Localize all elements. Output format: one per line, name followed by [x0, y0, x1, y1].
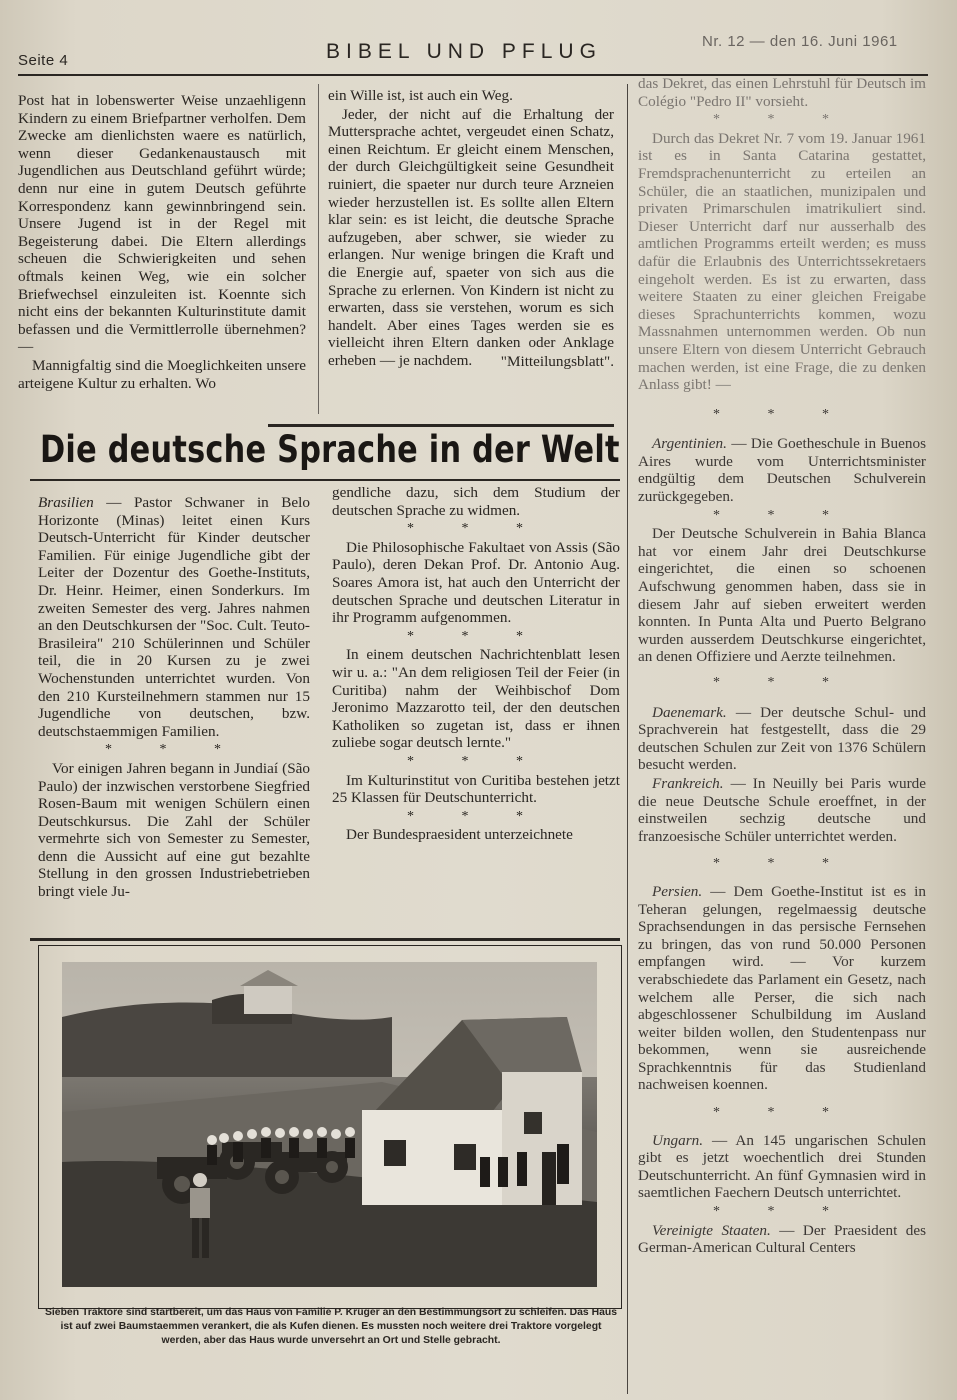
separator-stars: * * * [407, 753, 545, 769]
country-label: Daenemark. [652, 703, 727, 721]
photo-tractors-house [62, 962, 597, 1287]
country-label: Ungarn. [652, 1131, 704, 1149]
paragraph: Persien. — Dem Goethe-Institut ist es in Teheran gelungen, regelmaessig deutsche Sprachsendungen in das persische Fernsehen zu bringen, das von rund 50.000 Personen empfangen wird. — Vor kurzem verabschiedete das Parlament ein Gesetz, nach welchem alle Perser, die sich nach abgeschlossener Schulbildung im Ausland weiter bilden wollen, den Studentenpass nur bekommen, wenn sie ausreichende Sprachkenntnis für das Studienland nachweisen koennen. [638, 882, 926, 1094]
page-number: Seite 4 [18, 52, 69, 69]
paragraph: Der Deutsche Schulverein in Bahia Blanca hat vor einem Jahr drei Deutschkurse eingerichtet, die einen so schoenen Aufschwung genommen haben, dass sie in diesem Jahr auf sieben erweitert werden konnten. In Punta Alta und Puerto Belgrano wurden ausserdem Deutschkurse eingerichtet, an denen Offiziere und Aerzte teilnehmen. [638, 525, 926, 666]
column-rule-right [627, 84, 628, 1394]
paragraph: Brasilien — Pastor Schwaner in Belo Horizonte (Minas) leitet einen Kurs Deutsch-Unterricht für Kinder deutscher Familien. Für einige Jugendliche gibt der Leiter der Dozentur des Goethe-Instituts, Dr. Heinr. Heimer, einen Sonderkurs. Im zweiten Semester des verg. Jahres nahmen an den Deutschkursen der "Soc. Cult. Teuto-Brasileira" 210 Schülerinnen und Schüler teil, die in 20 Kursen zu je zwei Wochenstunden unterrichtet wurden. Von den 210 Kursteilnehmern stammen nur 15 Jugendliche von deutschen, bzw. deutschstaemmigen Familien. [38, 494, 310, 740]
separator-stars: * * * [713, 507, 851, 523]
separator-stars: * * * [713, 112, 851, 128]
paragraph: Die Philosophische Fakultaet von Assis (São Paulo), deren Dekan Prof. Dr. Antonio Aug. Soares Amora ist, hat auch den Unterricht der deutschen Sprache und deutschen Literatur in ihr Programm aufgenommen. [332, 538, 620, 627]
paragraph: Im Kulturinstitut von Curitiba bestehen jetzt 25 Klassen für Deutschunterricht. [332, 771, 620, 807]
paragraph: Vor einigen Jahren begann in Jundiaí (São Paulo) der inzwischen verstorbene Siegfried Rosen-Baum mit wenigen Schülern einen Deutschkursus. Die Zahl der Schüler vermehrte sich von Semester zu Semester, denn die Aussicht auf eine gut bezahlte Stellung in den grossen Industriebetrieben bringt viele Ju- [38, 759, 310, 901]
separator-stars: * * * [713, 406, 851, 422]
country-label: Brasilien [38, 494, 94, 511]
newspaper-title: BIBEL UND PFLUG [326, 40, 602, 63]
paragraph: Durch das Dekret Nr. 7 vom 19. Januar 1961 ist es in Santa Catarina gestattet, Fremdsprachenunterricht zu erteilen an Schüler, die an staatlichen, munizipalen und privaten Primarschulen imatrikuliert sind. Dieser Unterricht darf nur ausserhalb des amtlichen Programms erteilt werden; es muss dafür die Erlaubnis des Unterrichtssekretaers eingeholt werden. Es ist zu erwarten, dass weitere Staaten zu einer gleichen Freigabe dieses Sprachunterrichts kommen, wozu Massnahmen unternommen werden. Ob nun unsere Eltern von diesem Unterricht Gebrauch machen werden, ist eine Frage, die zu denken Anlass gibt! — [638, 129, 926, 394]
country-label: Persien. [652, 882, 703, 900]
photo-caption: Sieben Traktore sind startbereit, um das Haus von Familie P. Krüger an den Bestimmungsort zu schleifen. Das Haus ist auf zwei Baumstaemmen verankert, die als Kufen dienen. Es mussten noch weitere drei Traktore vorgelegt werden, aber das Haus wurde unversehrt an Ort und Stelle gebracht. [44, 1307, 618, 1346]
column-rule-center [318, 84, 319, 414]
issue-date: Nr. 12 — den 16. Juni 1961 [702, 33, 898, 50]
source-credit: "Mitteilungsblatt". [500, 352, 614, 370]
separator-stars: * * * [713, 1105, 851, 1121]
paragraph: Post hat in lobenswerter Weise unzaehligenn Kindern zu einem Briefpartner verholfen. Dem Zwecke am dienlichsten waere es natürlich, wenn dieser Gedankenaustausch mit Jugendlichen aus Deutschland geführt würde; denn nur eine in gutem Deutsch geführte Korrespondenz kann gewinnbringend sein. Unsere Jugend ist in der Regel mit Begeisterung dabei. Die Eltern allerdings scheuen die Schwierigkeiten und sehen oftmals keinen Weg, wie ein solcher Briefwechsel einzuleiten ist. Koennte sich nicht eins der bekannten Kulturinstitute damit befassen und die Vermittlerrolle übernehmen? — [18, 92, 306, 356]
column-2-top [328, 87, 614, 372]
headline-rule-bottom [30, 479, 620, 481]
paragraph: das Dekret, das einen Lehrstuhl für Deutsch im Colégio "Pedro II" vorsieht. [638, 75, 926, 110]
headline-rule-top [268, 424, 614, 427]
separator-stars: * * * [407, 808, 545, 824]
country-label: Frankreich. [652, 774, 724, 792]
section-headline: Die deutsche Sprache in der Welt [40, 428, 620, 471]
column-3 [638, 75, 926, 1258]
photo-rule [30, 938, 620, 941]
separator-stars: * * * [105, 742, 243, 758]
paragraph: Mannigfaltig sind die Moeglichkeiten unsere arteigene Kultur zu erhalten. Wo [18, 356, 306, 392]
separator-stars: * * * [407, 628, 545, 644]
separator-stars: * * * [713, 1204, 851, 1220]
paragraph: ein Wille ist, ist auch ein Weg. [328, 87, 513, 104]
paragraph: Daenemark. — Der deutsche Schul- und Sprachverein hat festgestellt, dass die 29 deutschen Schulen zur Zeit von 1376 Schülern besucht werden. [638, 703, 926, 774]
paragraph: In einem deutschen Nachrichtenblatt lesen wir u. a.: "An dem religiosen Teil der Feier (in Curitiba) nahm der Weihbischof Dom Jeronimo Mazzarotto teil, der den deutschen Katholiken so zugetan ist, dass er ihnen zuliebe sogar deutsch lernte." [332, 646, 620, 752]
column-2-bottom [332, 484, 620, 845]
separator-stars: * * * [713, 675, 851, 690]
column-1-bottom [38, 494, 310, 902]
paragraph: gendliche dazu, sich dem Studium der deutschen Sprache zu widmen. [332, 484, 620, 519]
paragraph: Der Bundespraesident unterzeichnete [346, 826, 573, 844]
paragraph: Vereinigte Staaten. — Der Praesident des German-American Cultural Centers [638, 1221, 926, 1257]
paragraph: Jeder, der nicht auf die Erhaltung der Muttersprache achtet, vergeudet einen Schatz, einen Reichtum. Er gleicht einem Menschen, der durch Gleichgültigkeit seine Gesundheit ruiniert, die spaeter nur durch teure Arzneien wieder herzustellen ist. Es sollte allen Eltern klar sein: es ist leicht, die deutsche Sprache aufzugeben, aber schwer, sie wieder zu erlangen. Nur wenige bringen die Kraft und die Energie auf, spaeter von sich aus die Sprache zu erlernen. Von Kindern ist nicht zu erwarten, dass sie verstehen, worum es sich handelt. Aber eines Tages werden sie es vielleicht ihren Eltern danken oder Anklage erheben — je nachdem. [328, 105, 614, 369]
paragraph: Ungarn. — An 145 ungarischen Schulen gibt es jetzt woechentlich drei Stunden Deutschunterricht. An fünf Gymnasien wird in saemtlichen Faechern Deutsch unterrichtet. [638, 1131, 926, 1202]
column-1-top [18, 92, 306, 393]
separator-stars: * * * [407, 521, 545, 537]
paragraph: Frankreich. — In Neuilly bei Paris wurde die neue Deutsche Schule eroeffnet, in der einstweilen sechzig deutsche und franzoesische Schüler unterrichtet werden. [638, 774, 926, 845]
country-label: Vereinigte Staaten. [652, 1221, 771, 1239]
paragraph: Argentinien. — Die Goetheschule in Buenos Aires wurde vom Unterrichtsminister endgültig dem Deutschen Schulverein zurückgegeben. [638, 435, 926, 506]
separator-stars: * * * [713, 856, 851, 872]
country-label: Argentinien. [652, 435, 727, 453]
